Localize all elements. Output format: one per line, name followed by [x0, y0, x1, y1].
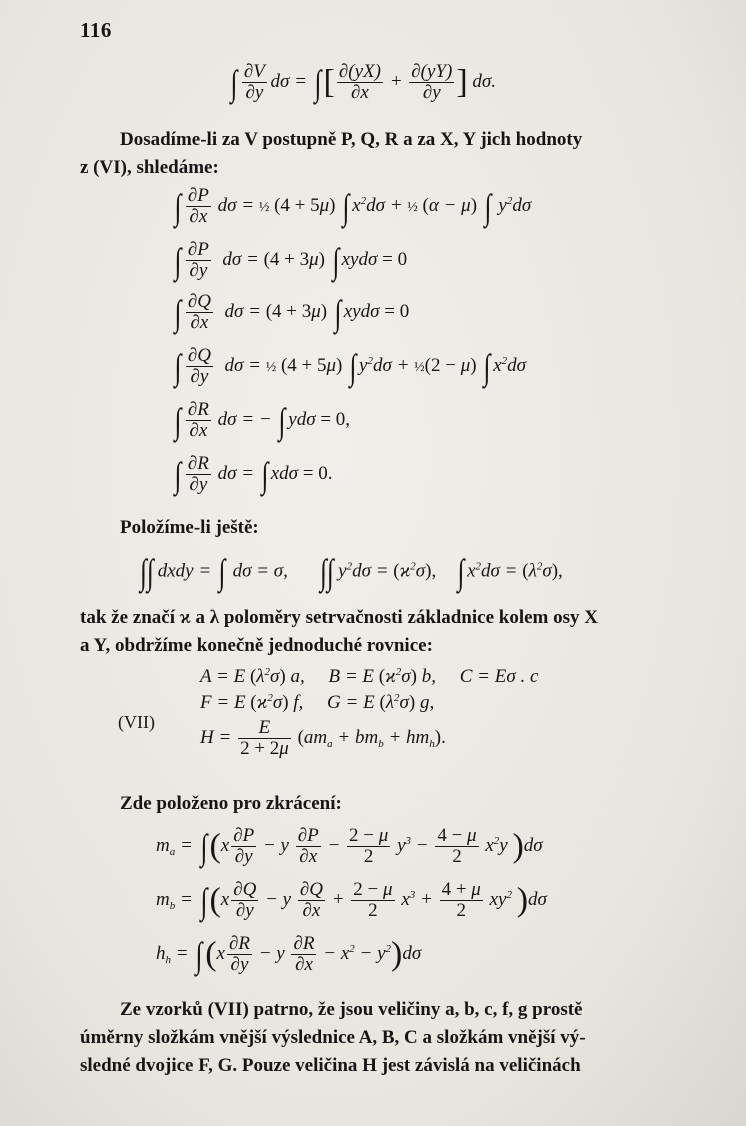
system-line-2: F = E $(ϰ^2\sigma)$ f, G = E $(\lambda^2\sigma)$ g,: [200, 692, 435, 713]
equation-dP-dx: ∫ $\frac{\partial P}{\partial x}$ dσ = ½ (4 + 5μ) ∫ $x^2d\sigma$ + ½ (α − μ) ∫ $y^2d\sigma$: [174, 185, 532, 227]
paragraph-line: Dosadíme-li za V postupně P, Q, R a za X, Y jich hodnoty: [120, 129, 583, 150]
equation-dQ-dx: ∫ $\frac{\partial Q}{\partial x}$ dσ = (4 + 3μ) ∫ xydσ = 0: [174, 291, 410, 333]
page-number: 116: [80, 18, 112, 42]
equation-dR-dy: ∫ $\frac{\partial R}{\partial y}$ dσ = ∫ xdσ = 0.: [174, 453, 333, 495]
abbreviation-m-b: $m_b = \int(x$ $\frac{\partial Q}{\partial y}$ − y $\frac{\partial Q}{\partial x}$ + $\frac{2 - \mu}{2}$ $x^3$ + $\frac{4 + \mu}{2}$ $xy^2$ )dσ: [156, 879, 547, 921]
paragraph-line: sledné dvojice F, G. Pouze veličina H jest závislá na veličinách: [80, 1055, 581, 1076]
paragraph-line: tak že značí ϰ a λ poloměry setrvačnosti základnice kolem osy X: [80, 607, 598, 628]
paragraph-line: Ze vzorků (VII) patrno, že jsou veličiny a, b, c, f, g prostě: [120, 999, 583, 1020]
paragraph-line: a Y, obdržíme konečně jednoduché rovnice:: [80, 635, 433, 656]
paragraph-line: Položíme-li ještě:: [120, 517, 259, 538]
paragraph-line: úměrny složkám vnější výslednice A, B, C a složkám vnější vý-: [80, 1027, 586, 1048]
system-line-1: A = E $(\lambda^2\sigma)$ a, B = E $(ϰ^2\sigma)$ b, C = Eσ . c: [200, 666, 539, 687]
top-equation: ∫ $\frac{\partial V}{\partial y}$ dσ = ∫[ $\frac{\partial(yX)}{\partial x}$ + $\frac{\partial(yY)}{\partial y}$ ] dσ.: [230, 61, 497, 103]
abbreviation-m-a: $m_a = \int(x$ $\frac{\partial P}{\partial y}$ − y $\frac{\partial P}{\partial x}$ − $\frac{2 - \mu}{2}$ $y^3$ − $\frac{4 - \mu}{2}$ $x^2y$ )dσ: [156, 825, 543, 867]
abbreviation-h-h: $h_h = \int(x$ $\frac{\partial R}{\partial y}$ − y $\frac{\partial R}{\partial x}$ − $x^2 - y^2)d\sigma$: [156, 933, 422, 975]
equation-dP-dy: ∫ $\frac{\partial P}{\partial y}$ dσ = (4 + 3μ) ∫ xydσ = 0: [174, 239, 408, 281]
paragraph-line: Zde položeno pro zkrácení:: [120, 793, 342, 814]
paragraph-line: z (VI), shledáme:: [80, 157, 219, 178]
definitions-line: ∫∫ dxdy = ∫ dσ = σ, ∫∫ $y^2d\sigma = (ϰ^2\sigma)$, ∫ $x^2d\sigma = (\lambda^2\sigma)$,: [139, 552, 563, 592]
system-label: (VII): [118, 712, 155, 732]
system-line-3: H = $\frac{E}{2 + 2\mu}$ $(am_a + bm_b + hm_h)$.: [200, 717, 446, 759]
equation-dQ-dy: ∫ $\frac{\partial Q}{\partial y}$ dσ = ½ (4 + 5μ) ∫ $y^2d\sigma$ + ½(2 − μ) ∫ $x^2d\sigma$: [174, 345, 526, 387]
equation-dR-dx: ∫ $\frac{\partial R}{\partial x}$ dσ = − ∫ ydσ = 0,: [174, 399, 351, 441]
